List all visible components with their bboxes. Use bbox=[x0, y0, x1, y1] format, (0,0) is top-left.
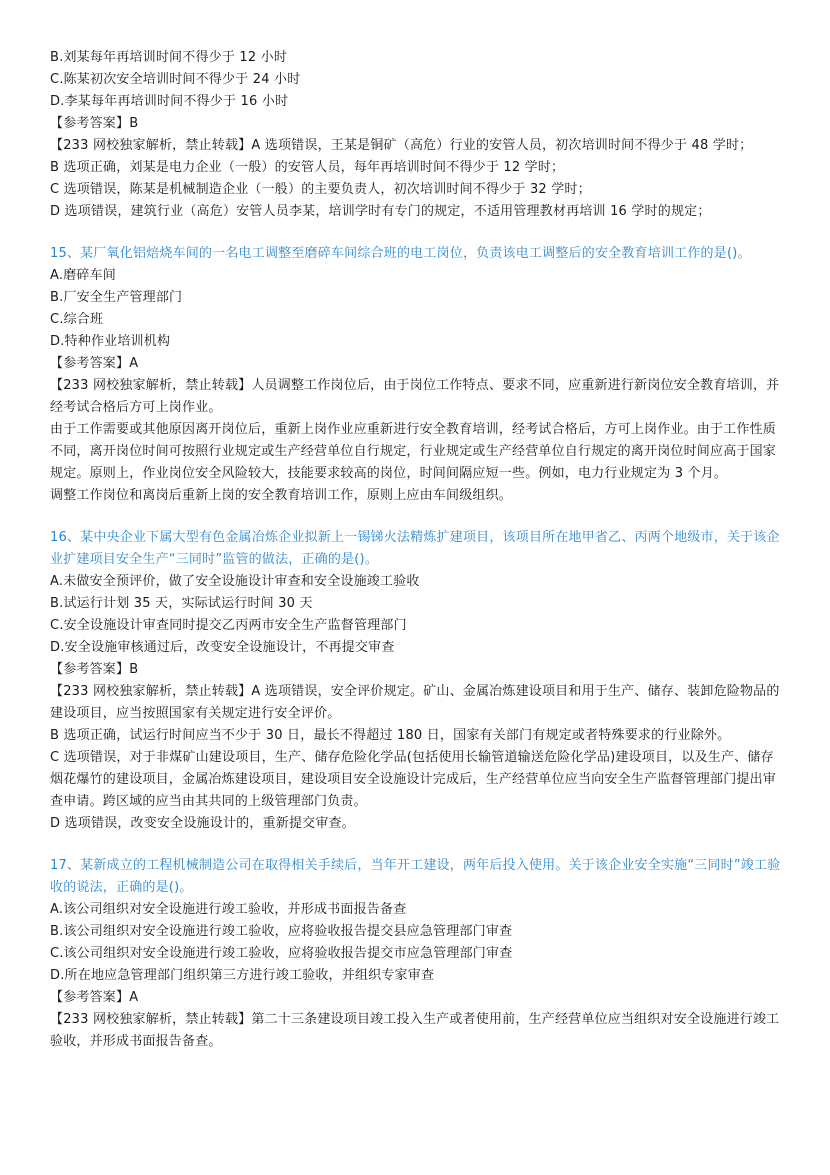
reference-answer: 【参考答案】A bbox=[50, 356, 139, 371]
question-16 bbox=[50, 527, 784, 835]
question-15 bbox=[50, 243, 784, 507]
option-d: D.李某每年再培训时间不得少于 16 小时 bbox=[50, 94, 289, 109]
analysis-paragraph: 由于工作需要或其他原因离开岗位后，重新上岗作业应重新进行安全教育培训，经考试合格后，方可上岗作业。由于工作性质不同，离开岗位时间可按照行业规定或生产经营单位自行规定，行业规定或生产经营单位自行规定的离开岗位时间应高于国家规定。原则上，作业岗位安全风险较大，技能要求较高的岗位，时间间隔应短一些。例如，电力行业规定为 3 个月。 bbox=[50, 422, 777, 481]
option-b: B.厂安全生产管理部门 bbox=[50, 290, 183, 305]
analysis-paragraph: 调整工作岗位和离岗后重新上岗的安全教育培训工作，原则上应由车间级组织。 bbox=[50, 488, 513, 503]
analysis-paragraph: C 选项错误，陈某是机械制造企业（一般）的主要负责人，初次培训时间不得少于 32 学时； bbox=[50, 182, 591, 197]
option-c: C.该公司组织对安全设施进行竣工验收，应将验收报告提交市应急管理部门审查 bbox=[50, 946, 513, 961]
analysis-paragraph: 【233 网校独家解析，禁止转载】A 选项错误，王某是铜矿（高危）行业的安管人员，初次培训时间不得少于 48 学时； bbox=[50, 138, 753, 153]
analysis-paragraph: B 选项正确，试运行时间应当不少于 30 日，最长不得超过 180 日，国家有关部门有规定或者特殊要求的行业除外。 bbox=[50, 728, 731, 743]
reference-answer: 【参考答案】B bbox=[50, 116, 139, 131]
option-d: D.特种作业培训机构 bbox=[50, 334, 171, 349]
option-c: C.综合班 bbox=[50, 312, 104, 327]
question-14-continuation bbox=[50, 47, 784, 223]
reference-answer: 【参考答案】A bbox=[50, 990, 139, 1005]
option-a: A.该公司组织对安全设施进行竣工验收，并形成书面报告备查 bbox=[50, 902, 407, 917]
question-17 bbox=[50, 855, 784, 1053]
question-stem: 16、某中央企业下属大型有色金属冶炼企业拟新上一锡锑火法精炼扩建项目，该项目所在地甲省乙、丙两个地级市，关于该企业扩建项目安全生产“三同时”监管的做法，正确的是()。 bbox=[50, 530, 780, 567]
option-c: C.陈某初次安全培训时间不得少于 24 小时 bbox=[50, 72, 301, 87]
analysis-paragraph: C 选项错误，对于非煤矿山建设项目，生产、储存危险化学品(包括使用长输管道输送危险化学品)建设项目，以及生产、储存烟花爆竹的建设项目，金属冶炼建设项目，建设项目安全设施设计完成后，生产经营单位应当向安全生产监督管理部门提出审查申请。跨区域的应当由其共同的上级管理部门负责。 bbox=[50, 750, 777, 809]
analysis-paragraph: 【233 网校独家解析，禁止转载】人员调整工作岗位后，由于岗位工作特点、要求不同，应重新进行新岗位安全教育培训，并经考试合格后方可上岗作业。 bbox=[50, 378, 780, 415]
option-b: B.试运行计划 35 天，实际试运行时间 30 天 bbox=[50, 596, 313, 611]
question-stem: 17、某新成立的工程机械制造公司在取得相关手续后，当年开工建设，两年后投入使用。关于该企业安全实施“三同时”竣工验收的说法，正确的是()。 bbox=[50, 858, 781, 895]
analysis-paragraph: D 选项错误，建筑行业（高危）安管人员李某，培训学时有专门的规定，不适用管理教材再培训 16 学时的规定； bbox=[50, 204, 711, 219]
option-d: D.所在地应急管理部门组织第三方进行竣工验收，并组织专家审查 bbox=[50, 968, 435, 983]
option-a: A.未做安全预评价，做了安全设施设计审查和安全设施竣工验收 bbox=[50, 574, 420, 589]
question-stem: 15、某厂氧化铝焙烧车间的一名电工调整至磨碎车间综合班的电工岗位，负责该电工调整后的安全教育培训工作的是()。 bbox=[50, 246, 751, 261]
analysis-paragraph: D 选项错误，改变安全设施设计的，重新提交审查。 bbox=[50, 816, 355, 831]
option-a: A.磨碎车间 bbox=[50, 268, 116, 283]
reference-answer: 【参考答案】B bbox=[50, 662, 139, 677]
option-c: C.安全设施设计审查同时提交乙丙两市安全生产监督管理部门 bbox=[50, 618, 407, 633]
analysis-paragraph: 【233 网校独家解析，禁止转载】A 选项错误，安全评价规定。矿山、金属冶炼建设项目和用于生产、储存、装卸危险物品的建设项目，应当按照国家有关规定进行安全评价。 bbox=[50, 684, 780, 721]
analysis-paragraph: 【233 网校独家解析，禁止转载】第二十三条建设项目竣工投入生产或者使用前，生产经营单位应当组织对安全设施进行竣工验收，并形成书面报告备查。 bbox=[50, 1012, 780, 1049]
option-b: B.该公司组织对安全设施进行竣工验收，应将验收报告提交县应急管理部门审查 bbox=[50, 924, 513, 939]
analysis-paragraph: B 选项正确，刘某是电力企业（一般）的安管人员，每年再培训时间不得少于 12 学时； bbox=[50, 160, 565, 175]
document-page bbox=[50, 47, 784, 1053]
option-b: B.刘某每年再培训时间不得少于 12 小时 bbox=[50, 50, 288, 65]
option-d: D.安全设施审核通过后，改变安全设施设计，不再提交审查 bbox=[50, 640, 395, 655]
